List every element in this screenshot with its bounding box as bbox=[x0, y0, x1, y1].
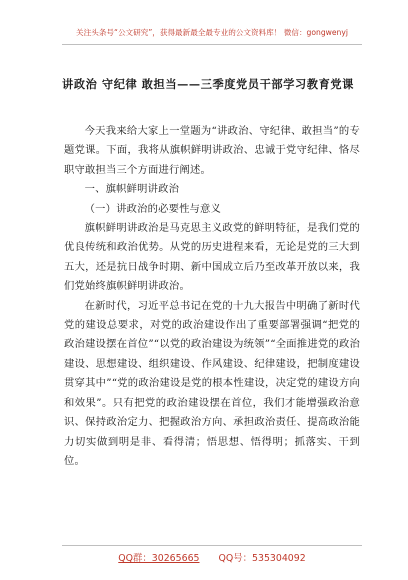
document-title: 讲政治 守纪律 敢担当——三季度党员干部学习教育党课 bbox=[62, 77, 354, 91]
header-banner: 关注头条号“公文研究”，获得最新最全最专业的公文资料库！ 微信：gongwenyj bbox=[76, 28, 348, 37]
footer-qq-number: QQ号：535304092 bbox=[218, 553, 306, 564]
document-body bbox=[64, 122, 360, 471]
footer bbox=[62, 550, 362, 564]
subsection-heading-1: （一）讲政治的必要性与意义 bbox=[84, 202, 222, 215]
paragraph-intro: 今天我来给大家上一堂题为“讲政治、守纪律、敢担当”的专题党课。下面，我将从旗帜鲜明讲政治、忠诚于党守纪律、恪尽职守敢担当三个方面进行阐述。 bbox=[64, 125, 360, 176]
paragraph-2: 在新时代，习近平总书记在党的十九大报告中明确了新时代党的建设总要求，对党的政治建设作出了重要部署强调“把党的政治建设摆在首位”“以党的政治建设为统领”“全面推进党的政治建设、思想建设、组织建设、作风建设、纪律建设，把制度建设贯穿其中”“党的政治建设是党的根本性建设，决定党的建设方向和效果”。只有把党的政治建设摆在首位，我们才能增强政治意识、保持政治定力、把握政治方向、承担政治责任、提高政治能力切实做到明是非、看得清；悟思想、悟得明；抓落实、干到位。 bbox=[64, 299, 360, 467]
footer-divider bbox=[62, 545, 362, 546]
section-heading-1: 一、旗帜鲜明讲政治 bbox=[84, 183, 180, 196]
header-divider bbox=[62, 44, 362, 45]
paragraph-1: 旗帜鲜明讲政治是马克思主义政党的鲜明特征，是我们党的优良传统和政治优势。从党的历史进程来看，无论是党的三大到五大，还是抗日战争时期、新中国成立后乃至改革开放以来，我们党始终旗帜鲜明讲政治。 bbox=[64, 222, 360, 293]
footer-qq-group: QQ群：30265665 bbox=[118, 553, 200, 564]
